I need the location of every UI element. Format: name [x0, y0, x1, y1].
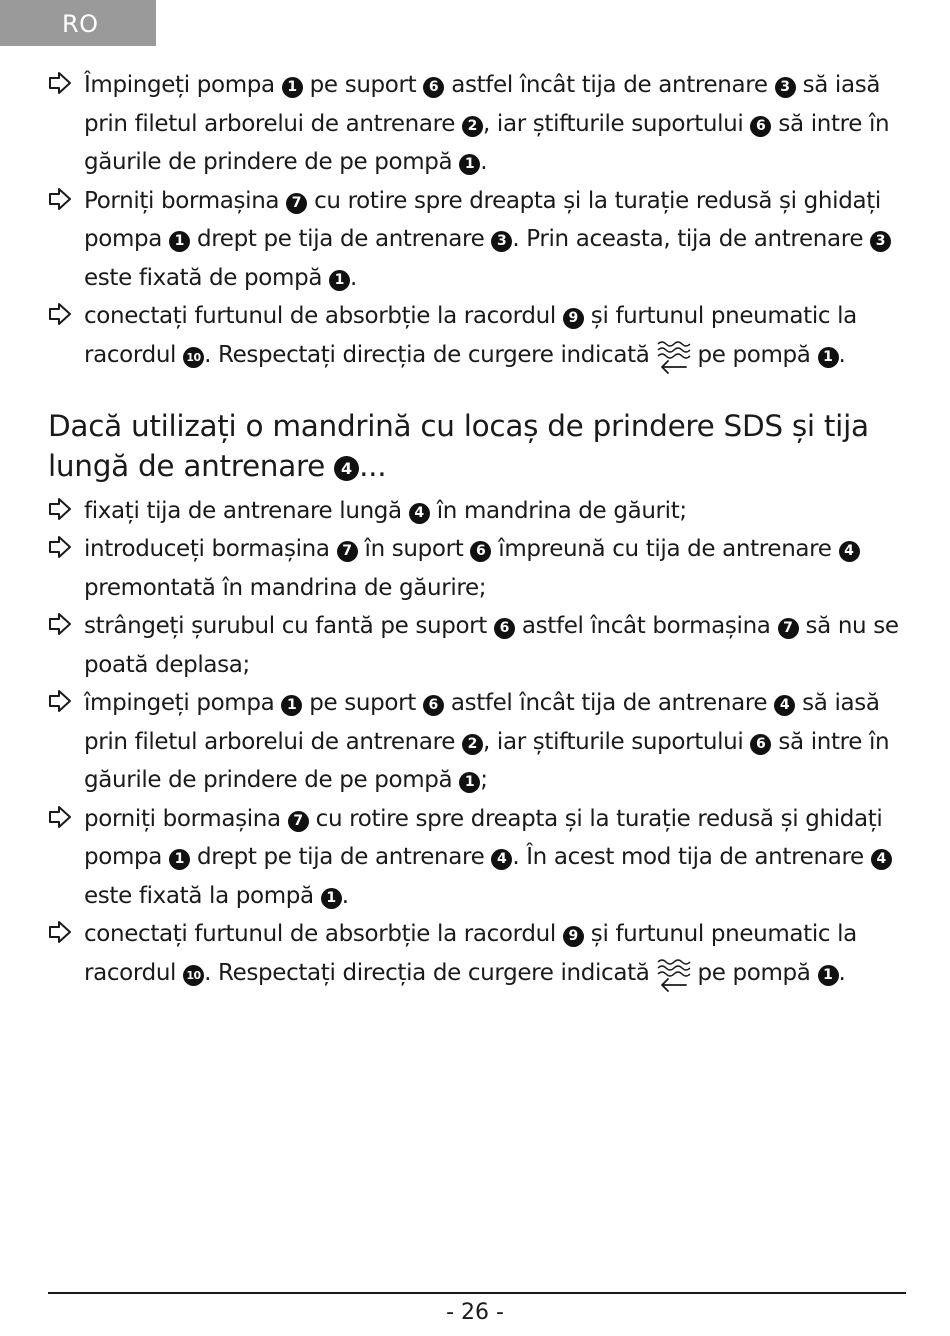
reference-number: 10 [183, 347, 204, 368]
reference-number: 4 [871, 849, 892, 870]
footer-divider [48, 1292, 906, 1294]
step-text: să iasă prin filetul arborelui de antrenare [84, 72, 881, 137]
step-text: este fixată la pompă [84, 882, 321, 909]
section-title [48, 406, 908, 486]
reference-number: 1 [321, 888, 342, 909]
reference-number: 3 [491, 231, 512, 252]
reference-number: 4 [491, 849, 512, 870]
arrow-bullet-icon [48, 689, 74, 715]
instruction-step [48, 800, 908, 916]
instruction-step [48, 684, 908, 800]
step-text: drept pe tija de antrenare [189, 226, 492, 252]
reference-number: 7 [778, 618, 799, 639]
flow-direction-icon [654, 956, 692, 994]
step-text: . În acest mod tija de antrenare [512, 844, 871, 870]
step-text: să nu se poată deplasa; [84, 613, 899, 678]
step-text: astfel încât tija de antrenare [443, 690, 775, 716]
step-text: ; [480, 767, 488, 793]
step-text: porniți bormașina [84, 805, 288, 832]
step-text: . [838, 341, 846, 368]
arrow-bullet-icon [48, 187, 74, 213]
reference-number: 6 [470, 541, 491, 562]
step-text: . [341, 882, 349, 909]
instruction-step [48, 530, 908, 607]
instruction-step [48, 915, 908, 994]
step-text: astfel încât tija de antrenare [444, 72, 775, 98]
reference-number: 7 [286, 193, 307, 214]
step-text: . Prin aceasta, tija de antrenare [512, 226, 871, 252]
step-text: cu rotire spre dreapta și la turație redusă și ghidați pompa [84, 187, 881, 252]
step-text: este fixată de pompă [84, 264, 330, 291]
reference-number: 1 [169, 849, 190, 870]
reference-number: 6 [750, 116, 771, 137]
flow-direction-icon [654, 338, 692, 376]
step-text: . [838, 959, 846, 986]
step-text: fixați tija de antrenare lungă [84, 497, 409, 524]
step-text: strângeți șurubul cu fantă pe suport [84, 613, 494, 639]
reference-number: 4 [774, 695, 795, 716]
instruction-step [48, 297, 908, 376]
step-text: pe suport [302, 690, 423, 716]
step-text: introduceți bormașina [84, 536, 337, 562]
reference-number: 7 [288, 811, 309, 832]
reference-number: 1 [459, 772, 480, 793]
arrow-bullet-icon [48, 535, 74, 561]
step-text: să intre în găurile de prindere de pe pompă [84, 110, 890, 175]
instruction-step [48, 607, 908, 684]
reference-number: 1 [818, 965, 839, 986]
page-number: - 26 - [446, 1300, 504, 1325]
reference-number: 10 [183, 965, 204, 986]
step-text: , iar știfturile suportului [483, 110, 751, 137]
reference-number: 1 [169, 231, 190, 252]
arrow-bullet-icon [48, 71, 74, 97]
step-text: . Respectați direcția de curgere indicată [204, 959, 650, 986]
step-text: pe pompă [697, 959, 818, 986]
language-tab: RO [0, 0, 156, 46]
step-text: , iar știfturile suportului [483, 728, 751, 755]
reference-number: 2 [462, 734, 483, 755]
reference-number: 4 [334, 456, 359, 481]
reference-number: 4 [409, 503, 430, 524]
reference-number: 1 [329, 270, 350, 291]
step-text: cu rotire spre dreapta și la turație redusă și ghidați pompa [84, 805, 883, 870]
arrow-bullet-icon [48, 302, 74, 328]
reference-number: 6 [423, 695, 444, 716]
step-text: în suport [357, 536, 471, 562]
step-text: . Respectați direcția de curgere indicată [204, 341, 650, 368]
step-text: Porniți bormașina [84, 187, 287, 214]
step-text: premontată în mandrina de găurire; [84, 574, 487, 601]
reference-number: 3 [775, 77, 796, 98]
step-text: și furtunul pneumatic la racordul [84, 303, 857, 368]
step-text: . [480, 149, 488, 175]
arrow-bullet-icon [48, 920, 74, 946]
instruction-step [48, 492, 908, 531]
step-text: în mandrina de găurit; [429, 497, 687, 524]
reference-number: 6 [750, 734, 771, 755]
step-text: conectați furtunul de absorbție la racordul [84, 303, 563, 329]
step-text: pe pompă [697, 341, 818, 368]
step-text: conectați furtunul de absorbție la racordul [84, 921, 563, 947]
reference-number: 6 [423, 77, 444, 98]
reference-number: 4 [839, 541, 860, 562]
reference-number: 1 [282, 77, 303, 98]
arrow-bullet-icon [48, 805, 74, 831]
reference-number: 2 [462, 116, 483, 137]
arrow-bullet-icon [48, 497, 74, 523]
step-text: Împingeți pompa [84, 72, 282, 98]
reference-number: 6 [494, 618, 515, 639]
step-text: să intre în găurile de prindere de pe pompă [84, 728, 890, 793]
reference-number: 1 [818, 347, 839, 368]
reference-number: 1 [459, 154, 480, 175]
section-title-suffix: ... [359, 448, 387, 483]
instruction-step [48, 182, 908, 298]
step-text: împreună cu tija de antrenare [491, 536, 839, 562]
step-text: astfel încât bormașina [514, 613, 778, 639]
section-title-text: Dacă utilizați o mandrină cu locaș de prindere SDS și tija lungă de antrenare [48, 408, 869, 483]
reference-number: 9 [563, 926, 584, 947]
step-text: să iasă prin filetul arborelui de antrenare [84, 690, 880, 755]
step-text: împingeți pompa [84, 690, 282, 716]
step-text: . [350, 264, 357, 291]
instruction-step [48, 66, 908, 182]
reference-number: 3 [870, 231, 891, 252]
reference-number: 7 [337, 541, 358, 562]
reference-number: 9 [563, 308, 584, 329]
instructions-content [48, 66, 908, 994]
reference-number: 1 [281, 695, 302, 716]
step-text: pe suport [302, 72, 424, 98]
arrow-bullet-icon [48, 612, 74, 638]
step-text: și furtunul pneumatic la racordul [84, 921, 857, 986]
step-text: drept pe tija de antrenare [189, 844, 492, 870]
